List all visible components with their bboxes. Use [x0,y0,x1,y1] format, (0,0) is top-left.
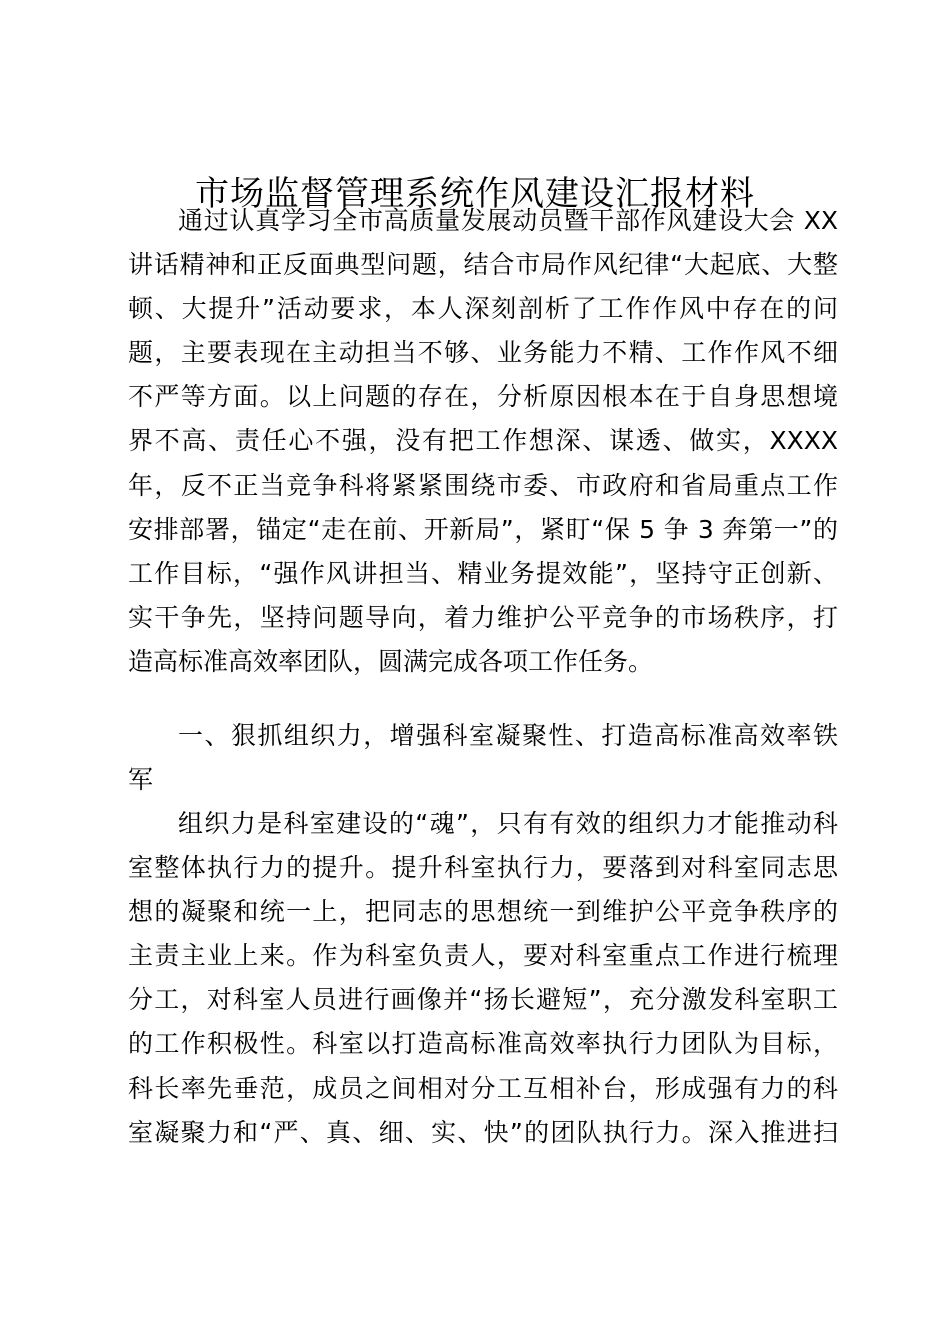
paragraph-line: 室凝聚力和“严、真、细、实、快”的团队执行力。深入推进扫 [128,1117,838,1147]
paragraph-line: 分工，对科室人员进行画像并“扬长避短”，充分激发科室职工 [128,985,838,1015]
section-heading [128,714,838,802]
paragraph-line: 讲话精神和正反面典型问题，结合市局作风纪律“大起底、大整 [128,250,838,280]
document-title: 市场监督管理系统作风建设汇报材料 [195,174,755,214]
paragraph-line: 界不高、责任心不强，没有把工作想深、谋透、做实，XXXX [128,426,838,456]
paragraph-line: 的工作积极性。科室以打造高标准高效率执行力团队为目标， [128,1029,838,1059]
heading-line: 一、狠抓组织力，增强科室凝聚性、打造高标准高效率铁 [178,721,838,750]
paragraph-line: 工作目标，“强作风讲担当、精业务提效能”，坚持守正创新、 [128,558,838,588]
paragraph-line: 安排部署，锚定“走在前、开新局”，紧盯“保 5 争 3 奔第一”的 [128,514,838,544]
paragraph-line: 题，主要表现在主动担当不够、业务能力不精、工作作风不细 [128,338,838,368]
paragraph-line: 不严等方面。以上问题的存在，分析原因根本在于自身思想境 [128,382,838,412]
paragraph-line: 组织力是科室建设的“魂”，只有有效的组织力才能推动科 [178,809,838,838]
paragraph-line: 通过认真学习全市高质量发展动员暨干部作风建设大会 XX [178,206,838,235]
paragraph-line: 主责主业上来。作为科室负责人，要对科室重点工作进行梳理 [128,941,838,971]
intro-paragraph [128,199,838,684]
heading-line: 军 [128,765,154,795]
section-paragraph [128,802,838,1155]
paragraph-line: 实干争先，坚持问题导向，着力维护公平竞争的市场秩序，打 [128,602,838,632]
paragraph-line: 科长率先垂范，成员之间相对分工互相补台，形成强有力的科 [128,1073,838,1103]
paragraph-line: 年，反不正当竞争科将紧紧围绕市委、市政府和省局重点工作 [128,470,838,500]
paragraph-line: 想的凝聚和统一上，把同志的思想统一到维护公平竞争秩序的 [128,897,838,927]
paragraph-line: 室整体执行力的提升。提升科室执行力，要落到对科室同志思 [128,853,838,883]
paragraph-line: 顿、大提升”活动要求，本人深刻剖析了工作作风中存在的问 [128,294,838,324]
paragraph-line: 造高标准高效率团队，圆满完成各项工作任务。 [128,646,654,676]
